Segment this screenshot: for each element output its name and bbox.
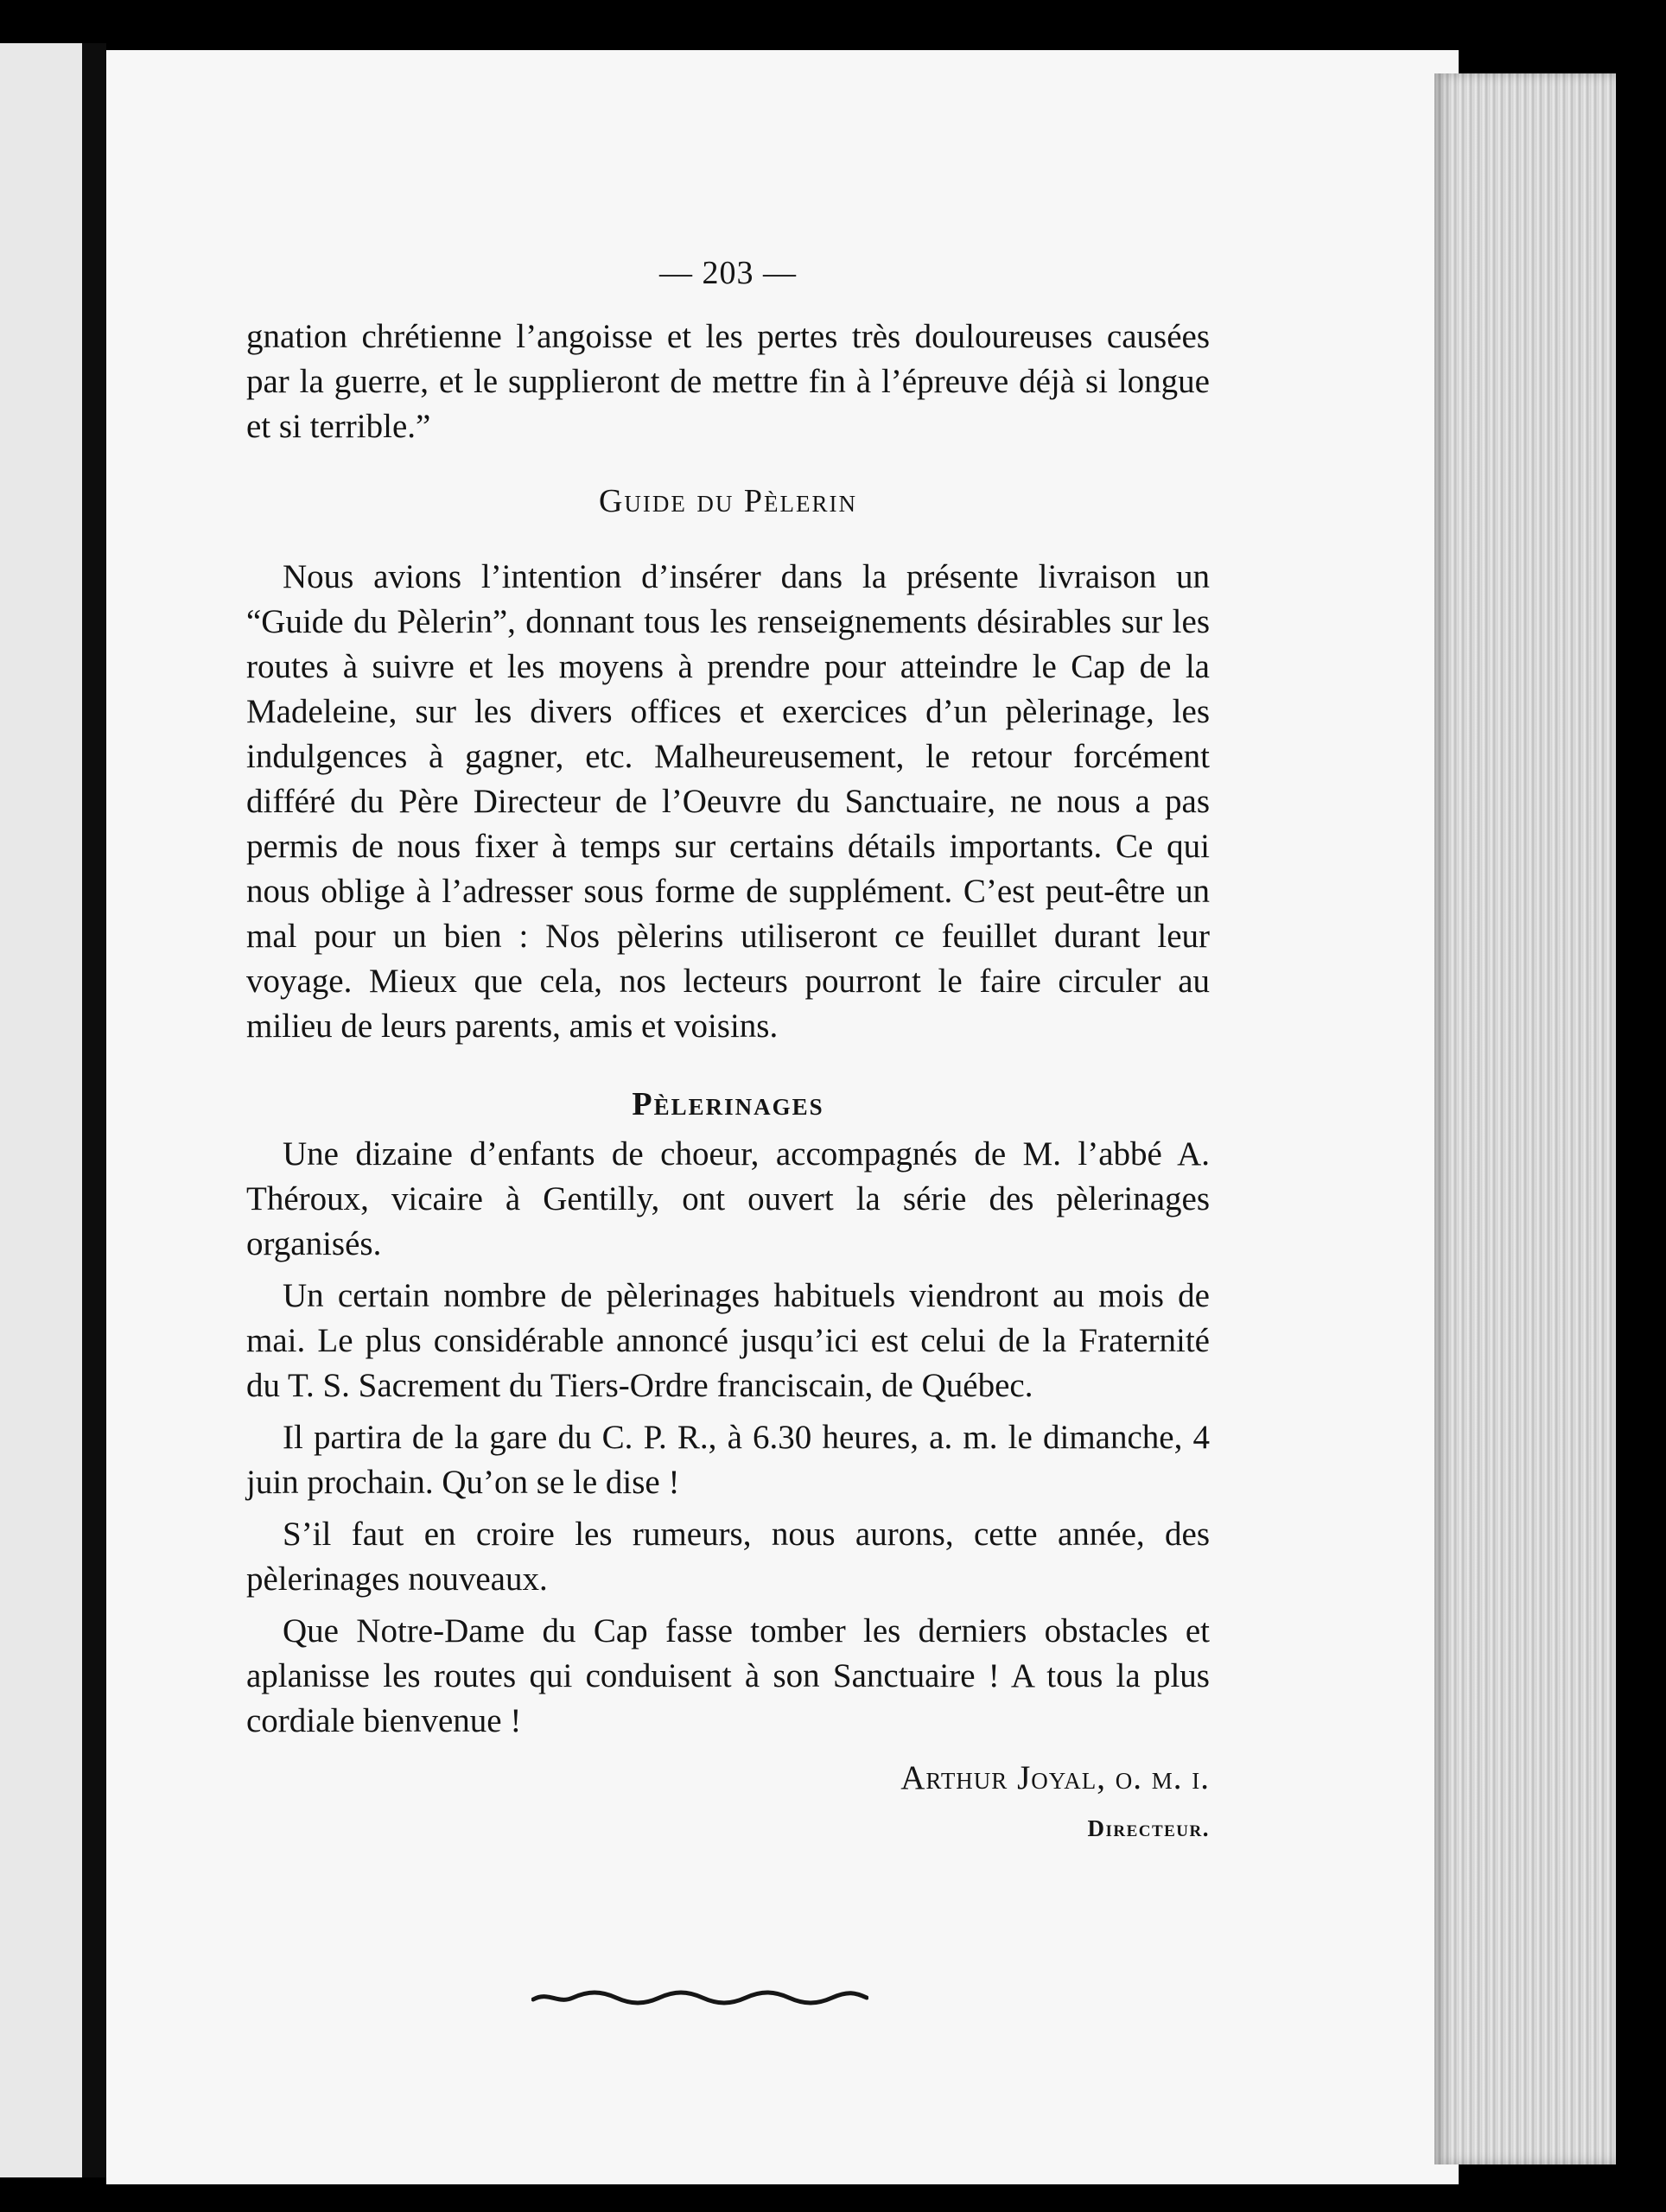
pelerinages-paragraph: Un certain nombre de pèlerinages habituels viendront au mois de mai. Le plus considérable annoncé jusqu’ici est celui de la Fraternité du T. S. Sacrement du Tiers-Ordre franciscain, de Québec. [246,1277,1210,1404]
page-stack-edge [1434,73,1616,2164]
section-heading-guide: Guide du Pèlerin [598,483,858,519]
wave-ornament [531,1987,868,2008]
signature-title: Directeur. [1087,1815,1210,1841]
left-page-edge [0,43,87,2177]
page-text [246,251,1210,1851]
pelerinages-paragraph: S’il faut en croire les rumeurs, nous aurons, cette année, des pèlerinages nouveaux. [246,1516,1210,1598]
book-gutter [82,43,106,2177]
page-number: — 203 — [659,255,797,291]
section-heading-pelerinages: Pèlerinages [632,1086,824,1122]
pelerinages-paragraph: Que Notre-Dame du Cap fasse tomber les derniers obstacles et aplanisse les routes qui conduisent à son Sanctuaire ! A tous la plus cordiale bienvenue ! [246,1612,1210,1739]
opening-paragraph: gnation chrétienne l’angoisse et les pertes très douloureuses causées par la guerre, et le supplieront de mettre fin à l’épreuve déjà si longue et si terrible.” [246,318,1210,445]
guide-paragraph: Nous avions l’intention d’insérer dans la présente livraison un “Guide du Pèlerin”, donnant tous les renseignements désirables sur les routes à suivre et les moyens à prendre pour atteindre le Cap de la Madeleine, sur les divers offices et exercices d’un pèlerinage, les indulgences à gagner, etc. Malheureusement, le retour forcément différé du Père Directeur de l’Oeuvre du Sanctuaire, ne nous a pas permis de nous fixer à temps sur certains détails importants. Ce qui nous oblige à l’adresser sous forme de supplément. C’est peut-être un mal pour un bien : Nos pèlerins utiliseront ce feuillet durant leur voyage. Mieux que cela, nos lecteurs pourront le faire circuler au milieu de leurs parents, amis et voisins. [246,558,1210,1045]
pelerinages-paragraph: Il partira de la gare du C. P. R., à 6.30 heures, a. m. le dimanche, 4 juin prochain. Qu’on se le dise ! [246,1419,1210,1501]
signature-name: Arthur Joyal, o. m. i. [900,1759,1210,1796]
pelerinages-paragraph: Une dizaine d’enfants de choeur, accompagnés de M. l’abbé A. Théroux, vicaire à Gentilly, ont ouvert la série des pèlerinages organisés. [246,1135,1210,1262]
